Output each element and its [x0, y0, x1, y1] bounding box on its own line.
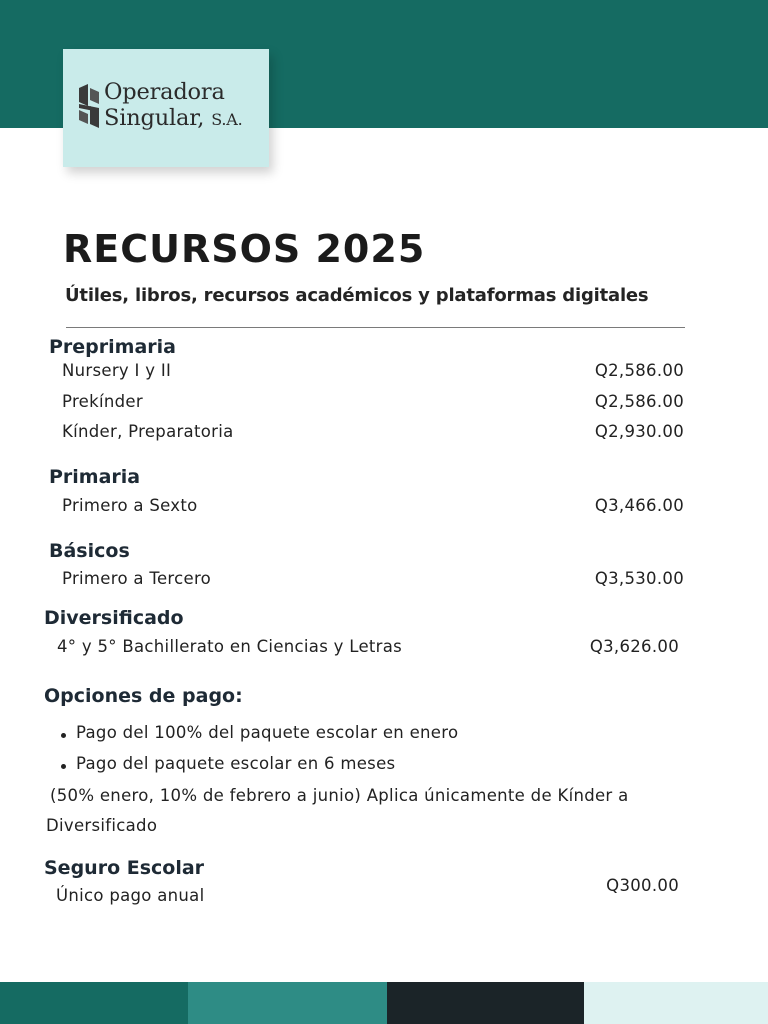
section-heading-diversificado: Diversificado: [44, 607, 184, 629]
item-price: Q3,466.00: [594, 496, 684, 515]
divider: [66, 327, 685, 328]
item-label: Prekínder: [62, 392, 143, 411]
payment-note-line-2: Diversificado: [46, 816, 158, 835]
logo-line-2: [104, 105, 243, 133]
item-label: Primero a Tercero: [62, 569, 212, 588]
insurance-price: Q300.00: [606, 876, 679, 895]
bullet-icon: [61, 733, 66, 738]
item-price: Q3,626.00: [589, 637, 679, 656]
footer-band-2: [188, 982, 387, 1024]
section-heading-primaria: Primaria: [49, 466, 141, 488]
payment-option: Pago del 100% del paquete escolar en enero: [76, 723, 459, 742]
logo-line-1: Operadora: [104, 79, 225, 105]
logo-mark-icon: [77, 84, 101, 128]
page-title: RECURSOS 2025: [63, 227, 426, 271]
item-price: Q2,586.00: [594, 392, 684, 411]
payment-option: Pago del paquete escolar en 6 meses: [76, 754, 396, 773]
logo-line-2-suffix: S.A.: [211, 110, 243, 129]
payment-heading: Opciones de pago:: [44, 685, 243, 707]
item-price: Q3,530.00: [594, 569, 684, 588]
footer-band-3: [387, 982, 584, 1024]
item-price: Q2,586.00: [594, 361, 684, 380]
item-label: Kínder, Preparatoria: [62, 422, 234, 441]
payment-note-line-1: (50% enero, 10% de febrero a junio) Aplica únicamente de Kínder a: [50, 786, 629, 805]
bullet-icon: [61, 764, 66, 769]
logo-line-2-main: Singular,: [104, 105, 205, 131]
insurance-label: Único pago anual: [56, 886, 205, 905]
item-label: Nursery I y II: [62, 361, 172, 380]
page-subtitle: Útiles, libros, recursos académicos y plataformas digitales: [65, 285, 649, 306]
item-label: 4° y 5° Bachillerato en Ciencias y Letras: [57, 637, 403, 656]
item-label: Primero a Sexto: [62, 496, 198, 515]
item-price: Q2,930.00: [594, 422, 684, 441]
logo-wordmark: [104, 79, 243, 133]
section-heading-preprimaria: Preprimaria: [49, 336, 176, 358]
footer-band-1: [0, 982, 188, 1024]
insurance-heading: Seguro Escolar: [44, 857, 205, 879]
section-heading-basicos: Básicos: [49, 540, 130, 562]
company-logo: [63, 49, 269, 167]
footer-band-4: [584, 982, 768, 1024]
